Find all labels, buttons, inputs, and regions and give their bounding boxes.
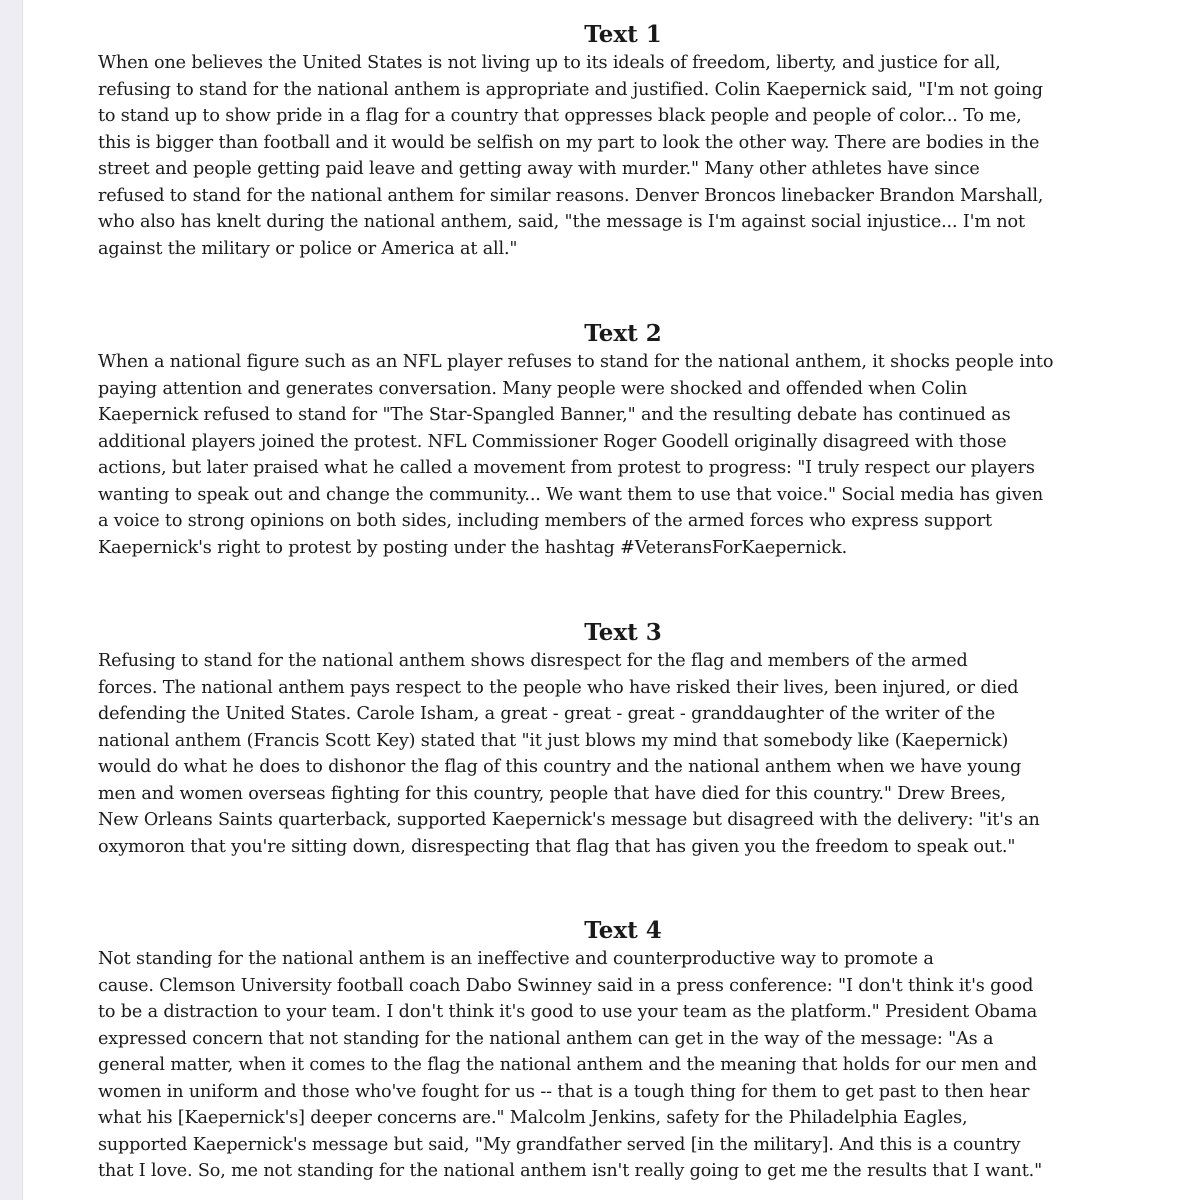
- paragraph-line: oxymoron that you're sitting down, disrespecting that flag that has given you the freedom to speak out.": [98, 836, 1016, 857]
- paragraph-line: to stand up to show pride in a flag for a country that oppresses black people and people of color... To me,: [98, 106, 1022, 126]
- paragraph-line: men and women overseas fighting for this country, people that have died for this country." Drew Brees,: [98, 783, 1006, 804]
- section-title: Text 3: [584, 619, 662, 646]
- paragraph-line: would do what he does to dishonor the flag of this country and the national anthem when we have young: [98, 757, 1022, 777]
- paragraph-line: Kaepernick refused to stand for "The Star-Spangled Banner," and the resulting debate has continued as: [98, 405, 1011, 425]
- paragraph-line: additional players joined the protest. NFL Commissioner Roger Goodell originally disagreed with those: [98, 431, 1007, 452]
- paragraph-line: defending the United States. Carole Isham, a great - great - great - granddaughter of the writer of the: [98, 704, 996, 724]
- section-title: Text 1: [584, 21, 662, 48]
- paragraph-line: wanting to speak out and change the community... We want them to use that voice." Social media has given: [98, 484, 1044, 505]
- paragraph-line: general matter, when it comes to the flag the national anthem and the meaning that holds for our men and: [98, 1055, 1038, 1075]
- paragraph-line: Refusing to stand for the national anthem shows disrespect for the flag and members of the armed: [98, 651, 968, 671]
- paragraph-line: national anthem (Francis Scott Key) stated that "it just blows my mind that somebody like (Kaepernick): [98, 730, 1009, 751]
- section-title: Text 2: [584, 320, 662, 347]
- paragraph-line: refusing to stand for the national anthem is appropriate and justified. Colin Kaepernick said, "I'm not going: [98, 79, 1043, 100]
- paragraph-line: what his [Kaepernick's] deeper concerns are." Malcolm Jenkins, safety for the Philadelphia Eagles,: [98, 1108, 968, 1128]
- paragraph-line: Not standing for the national anthem is an ineffective and counterproductive way to promote a: [98, 949, 934, 969]
- text-section: [98, 20, 1158, 262]
- paragraph-line: supported Kaepernick's message but said, "My grandfather served [in the military]. And this is a country: [98, 1134, 1021, 1155]
- paragraph-line: actions, but later praised what he called a movement from protest to progress: "I truly respect our players: [98, 458, 1035, 478]
- paragraph-line: Kaepernick's right to protest by posting under the hashtag #VeteransForKaepernick.: [98, 537, 848, 558]
- paragraph-line: that I love. So, me not standing for the national anthem isn't really going to get me the results that I want.": [98, 1161, 1043, 1181]
- paragraph-line: When one believes the United States is not living up to its ideals of freedom, liberty, and justice for all,: [98, 53, 1001, 73]
- text-section: [98, 319, 1158, 561]
- paragraph-line: against the military or police or America at all.": [98, 238, 518, 259]
- paragraph-line: a voice to strong opinions on both sides, including members of the armed forces who express support: [98, 511, 992, 531]
- section-title: Text 4: [584, 917, 662, 944]
- text-section: [98, 618, 1158, 860]
- paragraph-line: cause. Clemson University football coach Dabo Swinney said in a press conference: "I don't think it's good: [98, 975, 1034, 996]
- page-gutter: [0, 0, 23, 1200]
- paragraph-line: paying attention and generates conversation. Many people were shocked and offended when Colin: [98, 378, 968, 399]
- paragraph-line: New Orleans Saints quarterback, supported Kaepernick's message but disagreed with the delivery: "it's an: [98, 810, 1040, 830]
- paragraph-line: this is bigger than football and it would be selfish on my part to look the other way. There are bodies in the: [98, 132, 1040, 153]
- paragraph-line: women in uniform and those who've fought for us -- that is a tough thing for them to get past to then hear: [98, 1081, 1030, 1102]
- paragraph-line: refused to stand for the national anthem for similar reasons. Denver Broncos linebacker Brandon Marshall,: [98, 185, 1044, 206]
- paragraph-line: When a national figure such as an NFL player refuses to stand for the national anthem, it shocks people into: [98, 352, 1054, 372]
- text-section: [98, 916, 1158, 1185]
- paragraph-line: to be a distraction to your team. I don't think it's good to use your team as the platform." President Obama: [98, 1002, 1038, 1022]
- paragraph-line: who also has knelt during the national anthem, said, "the message is I'm against social injustice... I'm not: [98, 212, 1025, 232]
- paragraph-line: forces. The national anthem pays respect to the people who have risked their lives, been injured, or died: [98, 677, 1019, 698]
- paragraph-line: street and people getting paid leave and getting away with murder." Many other athletes have since: [98, 159, 980, 179]
- paragraph-line: expressed concern that not standing for the national anthem can get in the way of the message: "As a: [98, 1028, 994, 1049]
